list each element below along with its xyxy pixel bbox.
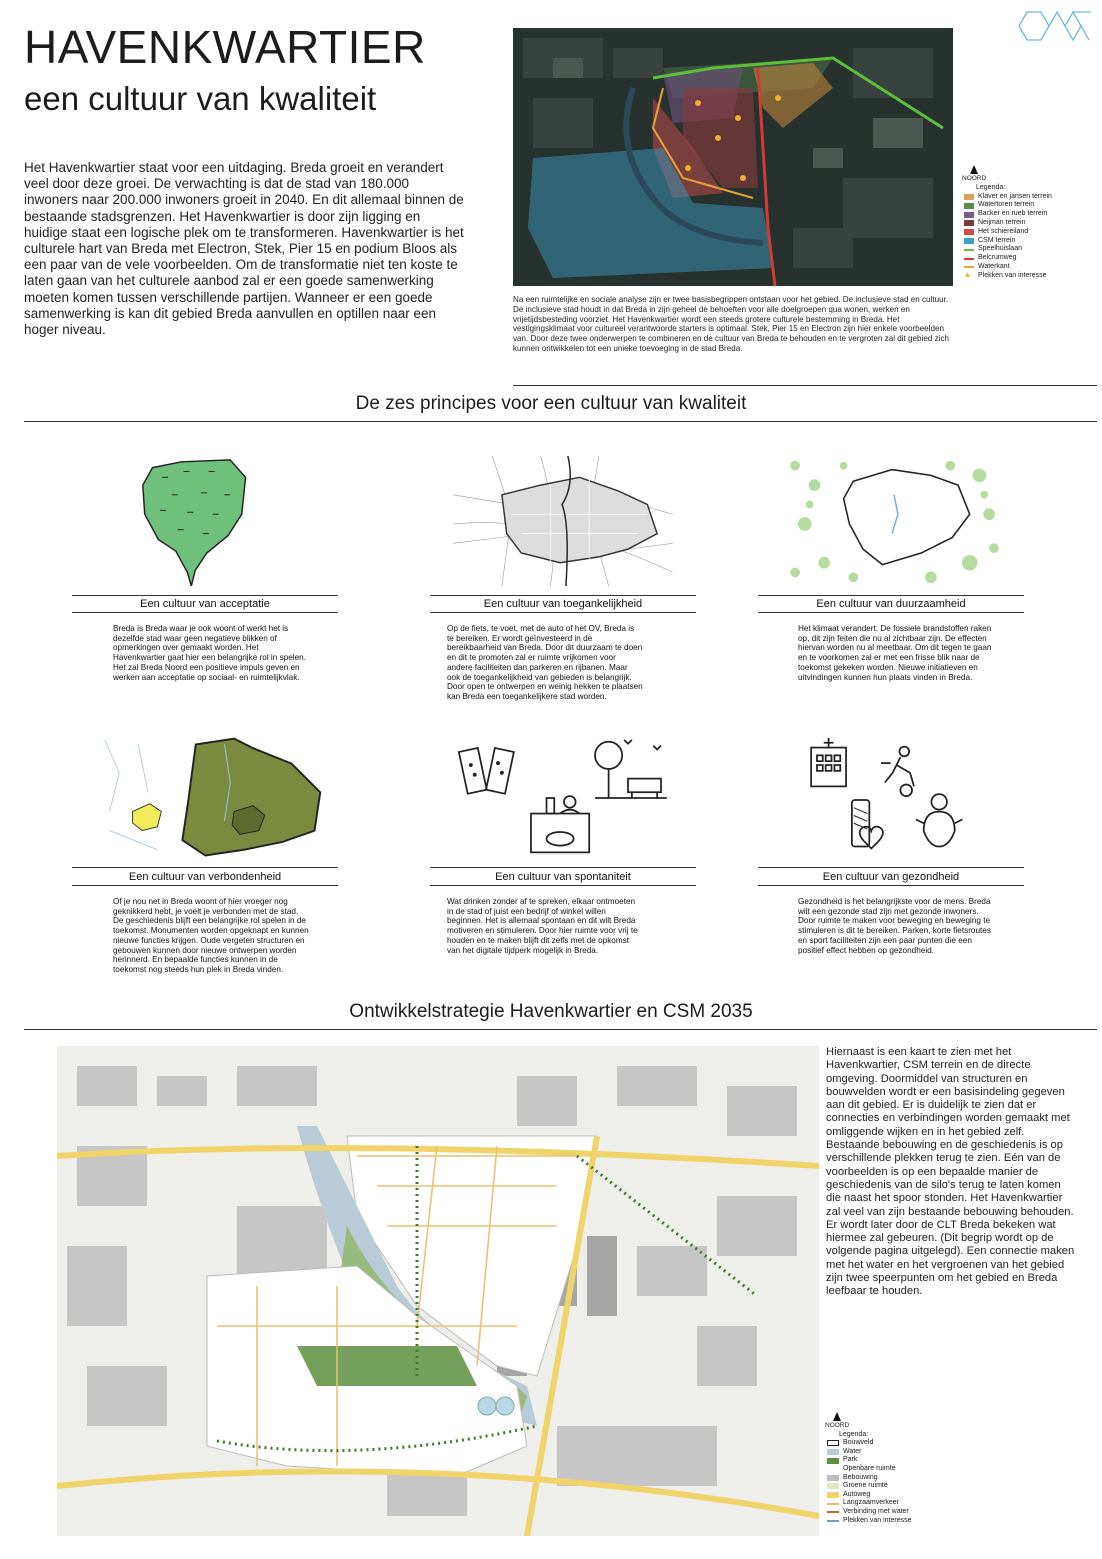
sustainability-map-icon xyxy=(782,456,1008,586)
strategy-legend xyxy=(825,1412,955,1525)
north-label: NOORD xyxy=(825,1422,850,1429)
legend-label: Plekken van interesse xyxy=(843,1516,912,1524)
acceptance-map-icon xyxy=(120,456,346,586)
caption-divider xyxy=(72,885,338,886)
page-title: HAVENKWARTIER xyxy=(24,21,426,73)
legend-label: Belcrumweg xyxy=(978,254,1017,262)
legend-swatch xyxy=(827,1449,839,1455)
legend-label: CSM terrein xyxy=(978,236,1016,244)
legend-swatch xyxy=(827,1492,839,1498)
caption-divider xyxy=(758,612,1024,613)
legend-label: Groene ruimte xyxy=(843,1482,888,1490)
legend-swatch xyxy=(964,220,974,226)
aerial-map xyxy=(513,28,953,286)
principle-text: Breda is Breda waar je ook woont of werkt het is dezelfde stad waar geen negatieve blikken of opmerkingen over gemaakt worden. Het Havenkwartier gaat hier een belangrijke rol in spelen. Het zal Breda Noord een positieve impuls geven en werken aan acceptatie op sociaal- en ruimtelijkvlak. xyxy=(113,624,306,682)
principle-text: Het klimaat verandert. De fossiele brandstoffen raken op, dit zijn feiten die nu al zichtbaar zijn. De effecten hiervan worden nu al meetbaar. Om dit tegen te gaan en te voorkomen zal er met een frisse blik naar de toekomst gekeken worden. Nieuwe initiatieven en uitvindingen kunnen hun plaats vinden in Breda. xyxy=(798,624,992,682)
legend-swatch: ★ xyxy=(964,271,972,281)
legend-label: Openbare ruimte xyxy=(843,1464,896,1472)
connectedness-map-icon xyxy=(100,734,326,864)
caption-divider xyxy=(758,867,1024,868)
divider xyxy=(513,385,1097,386)
legend-item xyxy=(827,1499,955,1508)
legend-item xyxy=(964,228,1097,237)
divider xyxy=(24,421,1097,422)
legend-label: Het schiereiland xyxy=(978,227,1029,235)
legend-swatch xyxy=(964,258,974,260)
legend-label: Watertoren terrein xyxy=(978,201,1035,209)
legend-item xyxy=(827,1456,955,1465)
logo-icon xyxy=(1015,8,1095,44)
caption-divider xyxy=(72,867,338,868)
legend-swatch xyxy=(827,1483,839,1489)
strategy-text: Hiernaast is een kaart te zien met het Havenkwartier, CSM terrein en de directe omgeving. Doormiddel van structuren en bouwvelden wordt er een basisindeling gegeven aan dit gebied. Er is duidelijk te zien dat er connecties en verbindingen worden gemaakt met omliggende wijken en in het gebied zelf. Bestaande bebouwing en de geschiedenis is op verschillende plekken terug te zien. Eén van de voorbeelden is op een bepaalde manier de geschiedenis van de silo's terug te laten komen die naast het spoor stonden. Het Havenkwartier zal veel van zijn bestaande bebouwing behouden. Er wordt later door de CLT Breda bekeken wat hiermee zal gebeuren. (Dit begrip wordt op de volgende pagina uitgelegd). Een connectie maken met het water en het vergroenen van het gebied zijn twee speerpunten om het gebied en Breda leefbaar te houden. xyxy=(826,1046,1075,1298)
legend-swatch xyxy=(964,212,974,218)
principle-text: Wat drinken zonder af te spreken, elkaar ontmoeten in de stad of juist een bedrijf of winkel willen beginnen. Het is allemaal spontaan en dit wilt Breda motiveren en stimuleren. Door hier ruimte voor vrij te houden en te maken blijft dit zelfs met de opkomst van het digitale tijdperk mogelijk in Breda. xyxy=(447,897,638,955)
legend-item xyxy=(827,1491,955,1500)
legend-swatch xyxy=(827,1520,839,1522)
legend-item xyxy=(964,254,1097,263)
legend-label: Verbinding met water xyxy=(843,1507,909,1515)
legend-label: Waterkant xyxy=(978,262,1010,270)
legend-swatch xyxy=(827,1475,839,1481)
legend-swatch xyxy=(827,1458,839,1464)
legend-swatch xyxy=(964,266,974,268)
legend-item xyxy=(827,1465,955,1474)
legend-title: Legenda: xyxy=(839,1430,869,1438)
legend-label: Langzaamverkeer xyxy=(843,1499,900,1507)
legend-swatch xyxy=(827,1466,839,1472)
legend-label: Water xyxy=(843,1447,862,1455)
legend-swatch xyxy=(964,229,974,235)
caption-divider xyxy=(758,885,1024,886)
principle-title: Een cultuur van toegankelijkheid xyxy=(483,598,643,610)
legend-swatch xyxy=(827,1440,839,1446)
legend-label: Bebouwing xyxy=(843,1473,878,1481)
legend-item xyxy=(964,193,1097,202)
legend-swatch xyxy=(964,238,974,244)
principle-text: Gezondheid is het belangrijkste voor de mens. Breda wilt een gezonde stad zijn met gezonde inwoners. Door ruimte te maken voor beweging en beweging te stimuleren is dit te bereiken. Parken, korte fietsroutes en sport faciliteiten zijn een paar punten die een positief effect hebben op gezondheid. xyxy=(798,897,991,955)
legend-label: Park xyxy=(843,1456,858,1464)
principle-text: Of je nou net in Breda woont of hier vroeger nog geknikkerd hebt, je voelt je verbonden met de stad. De geschiedenis blijft een belangrijke rol spelen in de toekomst. Monumenten worden opgeknapt en kunnen nieuwe functies krijgen. Oude vergeten structuren en gebouwen kunnen door nieuwe ontwerpen worden herinnerd. En bepaalde functies kunnen in de toekomst nog steeds hun plek in Breda vinden. xyxy=(113,897,309,974)
principle-text: Op de fiets, te voet, met de auto of het OV, Breda is te bereiken. Er wordt geïnvesteerd in de bereikbaarheid van Breda. Door dit duurzaam te doen en dit te promoten zal er ruimte vrijkomen voor andere faciliteiten dan parkeren en rijbanen. Maar ook de toegankelijkheid van gebieden is belangrijk. Door open te ontwerpen en weinig hekken te plaatsen kan Breda een toegankelijkere stad worden. xyxy=(447,624,643,701)
caption-divider xyxy=(430,885,696,886)
caption-divider xyxy=(758,595,1024,596)
legend-item xyxy=(827,1508,955,1517)
principle-title: Een cultuur van gezondheid xyxy=(822,871,960,883)
legend-label: Neijman terrein xyxy=(978,218,1026,226)
legend-item xyxy=(964,245,1097,254)
map-legend xyxy=(962,165,1097,281)
north-indicator xyxy=(825,1412,849,1431)
principle-title: Een cultuur van spontaniteit xyxy=(495,871,631,883)
divider xyxy=(24,1029,1097,1030)
spontaneity-icons xyxy=(450,734,676,864)
legend-label: Bouwveld xyxy=(843,1439,874,1447)
caption-divider xyxy=(430,867,696,868)
legend-label: Klaver en jansen terrein xyxy=(978,192,1052,200)
legend-swatch xyxy=(964,203,974,209)
legend-item xyxy=(964,263,1097,272)
page-subtitle: een cultuur van kwaliteit xyxy=(24,80,377,117)
legend-label: Autoweg xyxy=(843,1490,871,1498)
legend-swatch xyxy=(964,194,974,200)
principle-title: Een cultuur van verbondenheid xyxy=(128,871,282,883)
principle-title: Een cultuur van acceptatie xyxy=(140,598,270,610)
legend-item xyxy=(964,219,1097,228)
health-icons xyxy=(800,734,1026,864)
caption-divider xyxy=(72,612,338,613)
caption-divider xyxy=(430,612,696,613)
legend-title: Legenda: xyxy=(976,183,1006,191)
legend-item xyxy=(964,201,1097,210)
legend-label: Backer en rueb terrein xyxy=(978,210,1048,218)
caption-divider xyxy=(72,595,338,596)
legend-swatch xyxy=(827,1503,839,1505)
legend-item xyxy=(964,272,1097,281)
section-title-principles: De zes principes voor een cultuur van kwaliteit xyxy=(355,393,747,414)
legend-item xyxy=(964,237,1097,246)
legend-item xyxy=(827,1482,955,1491)
north-indicator xyxy=(962,165,986,184)
legend-swatch xyxy=(827,1511,839,1513)
legend-item xyxy=(827,1474,955,1483)
north-arrow-icon xyxy=(970,165,978,174)
caption-divider xyxy=(430,595,696,596)
north-label: NOORD xyxy=(962,175,987,182)
intro-text: Het Havenkwartier staat voor een uitdaging. Breda groeit en verandert veel door deze groei. De verwachting is dat de stad van 180.000 inwoners naar 200.000 inwoners groeit in 2040. En dit allemaal binnen de bestaande stadsgrenzen. Het Havenkwartier is door zijn ligging en huidige staat een logische plek om te transformeren. Havenkwartier is het culturele hart van Breda met Electron, Stek, Pier 15 en podium Bloos als een paar van de vele voorbeelden. Om de transformatie niet ten koste te laten gaan van het culturele aanbod zal er een goede samenwerking moeten komen tussen verschillende partijen. Wanneer er een goede samenwerking is kan dit gebied Breda aanvullen en optillen naar een hoger niveau. xyxy=(24,160,464,338)
map-caption: Na een ruimtelijke en sociale analyse zijn er twee basisbegrippen ontstaan voor het gebied. De inclusieve stad en cultuur. De inclusieve stad houdt in dat Breda in zijn geheel de behoeften voor alle doelgroepen qua wonen, werken en vrijetijdsbesteding voorziet. Het Havenkwartier wordt een steeds grotere culturele bestemming in Breda. Het vestigingsklimaat voor cultureel verantwoorde starters is optimaal. Stek, Pier 15 en Electron zijn hier enkele voorbeelden van. Door deze twee onderwerpen te combineren en de cultuur van Breda te behouden en te vergroten zal dit gebied zich kunnen ontwikkelen tot een unieke toevoeging in de stad Breda. xyxy=(513,295,949,353)
principle-title: Een cultuur van duurzaamheid xyxy=(816,598,966,610)
north-arrow-icon xyxy=(833,1412,841,1421)
accessibility-map-icon xyxy=(450,456,676,586)
legend-item xyxy=(827,1448,955,1457)
legend-item xyxy=(827,1517,955,1526)
section-title-strategy: Ontwikkelstrategie Havenkwartier en CSM 2035 xyxy=(349,1001,753,1022)
legend-label: Speelhuislaan xyxy=(978,245,1022,253)
strategy-map xyxy=(57,1046,819,1536)
legend-item xyxy=(964,210,1097,219)
legend-label: Plekken van interesse xyxy=(978,271,1047,279)
legend-swatch xyxy=(964,249,974,251)
legend-item xyxy=(827,1439,955,1448)
